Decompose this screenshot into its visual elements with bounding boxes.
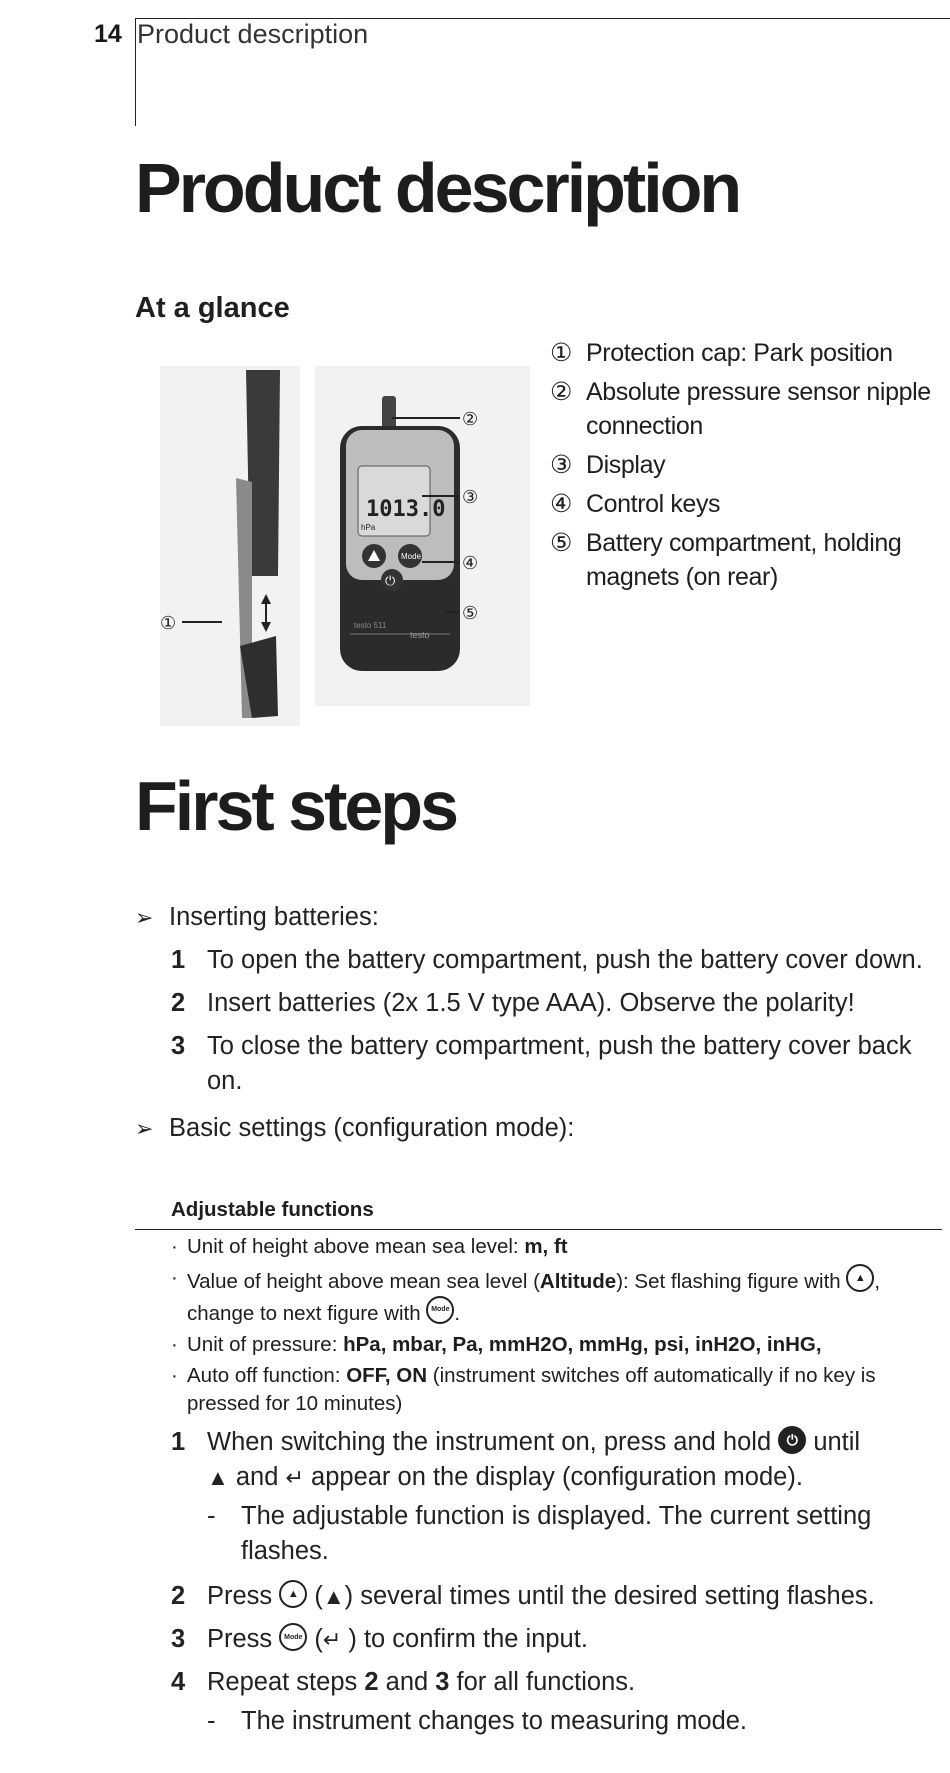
step-result <box>207 1704 935 1739</box>
step-text: for all functions. <box>449 1668 636 1696</box>
row-values: hPa, mbar, Pa, mmH2O, mmHg, psi, inH2O, inHG, <box>343 1333 822 1356</box>
legend-number: ① <box>550 339 573 367</box>
up-button-icon: ▲ <box>279 1580 307 1608</box>
step-text: ( <box>307 1582 323 1610</box>
callout-4: ④ <box>462 553 479 574</box>
row-values: OFF, ON <box>346 1364 428 1387</box>
step-text: until <box>806 1428 861 1456</box>
configuration-steps <box>135 1425 935 1739</box>
legend-number: ③ <box>550 451 573 479</box>
display-unit: hPa <box>361 523 376 532</box>
step-text: To open the battery compartment, push the battery cover down. <box>207 946 923 974</box>
bullet: · <box>171 1333 178 1356</box>
row-text: Unit of pressure: <box>187 1333 344 1356</box>
step-text: and <box>228 1463 286 1491</box>
adjustable-functions-table <box>135 1195 942 1418</box>
step-text: appear on the display (configuration mode). <box>303 1463 803 1491</box>
step-result-text: The instrument changes to measuring mode. <box>241 1707 748 1735</box>
step-result <box>207 1499 935 1569</box>
callout-2: ② <box>462 409 479 430</box>
legend-number: ⑤ <box>550 529 573 557</box>
display-reading: 1013.0 <box>366 497 446 522</box>
step-ref: 2 <box>364 1668 379 1696</box>
task-arrow-icon: ➢ <box>135 905 154 930</box>
mode-key-label: Mode <box>401 552 422 561</box>
row-text: Auto off function: <box>187 1364 347 1387</box>
section-heading-at-a-glance: At a glance <box>135 292 290 324</box>
dash: - <box>207 1707 216 1735</box>
battery-instructions <box>135 900 935 1146</box>
legend-text: Control keys <box>586 490 721 518</box>
table-header: Adjustable functions <box>171 1198 374 1221</box>
callout-3: ③ <box>462 487 479 508</box>
row-text: Value of height above mean sea level ( <box>187 1270 540 1293</box>
legend-number: ② <box>550 378 573 406</box>
step-text: Press <box>207 1625 280 1653</box>
step-number: 1 <box>171 1428 186 1456</box>
header-rule-vertical <box>135 18 136 126</box>
table-row <box>135 1331 942 1359</box>
bullet: · <box>171 1364 178 1387</box>
row-text: (instrument switches off automatically if no key is pressed for 10 minutes) <box>187 1364 876 1415</box>
legend-item <box>550 448 950 482</box>
page-number: 14 <box>94 20 122 48</box>
up-triangle-icon: ▲ <box>322 1584 345 1609</box>
dash: - <box>207 1502 216 1530</box>
legend-text: Display <box>586 451 666 479</box>
step-item <box>171 1622 935 1657</box>
legend-text: Protection cap: Park position <box>586 339 893 367</box>
step-number: 4 <box>171 1668 186 1696</box>
legend-text: Absolute pressure sensor nipple connection <box>586 378 931 440</box>
table-row <box>135 1362 942 1418</box>
step-item <box>171 1579 935 1614</box>
running-header: Product description <box>137 19 369 49</box>
step-result-text: The adjustable function is displayed. The current setting flashes. <box>241 1502 872 1565</box>
power-key-icon: ⏻ <box>385 574 396 589</box>
step-number: 2 <box>171 989 186 1017</box>
table-row <box>135 1233 942 1261</box>
row-text: ): Set flashing figure with <box>616 1270 847 1293</box>
step-text: ) to confirm the input. <box>341 1625 588 1653</box>
step-text: and <box>378 1668 436 1696</box>
product-photo <box>160 366 530 726</box>
step-item <box>171 1029 935 1099</box>
table-rule <box>135 1229 942 1230</box>
step-item <box>171 1665 935 1700</box>
mode-button-icon: Mode <box>279 1623 307 1651</box>
legend-item <box>550 487 950 521</box>
page-title: Product description <box>135 149 740 227</box>
bullet: · <box>171 1235 178 1258</box>
task-arrow-icon: ➢ <box>135 1116 154 1141</box>
step-ref: 3 <box>435 1668 450 1696</box>
step-item <box>171 1425 935 1495</box>
step-item <box>171 943 935 978</box>
step-number: 1 <box>171 946 186 974</box>
row-text: , <box>874 1270 881 1293</box>
figure-legend <box>550 336 950 599</box>
step-number: 3 <box>171 1625 186 1653</box>
row-text: . <box>454 1302 461 1325</box>
task-intro-text: Basic settings (configuration mode): <box>169 1114 575 1142</box>
legend-item <box>550 375 950 443</box>
step-number: 2 <box>171 1582 186 1610</box>
legend-item <box>550 526 950 594</box>
enter-arrow-icon: ↵ <box>285 1465 304 1490</box>
step-text: Press <box>207 1582 280 1610</box>
model-label: testo 511 <box>354 621 387 630</box>
mode-button-icon: Mode <box>426 1296 454 1324</box>
section-title-first-steps: First steps <box>135 767 456 845</box>
up-triangle-icon: ▲ <box>207 1465 229 1490</box>
task-intro-text: Inserting batteries: <box>169 903 379 931</box>
legend-item <box>550 336 950 370</box>
callout-5: ⑤ <box>462 603 479 624</box>
row-text: Unit of height above mean sea level: <box>187 1235 525 1258</box>
row-text: change to next figure with <box>187 1302 427 1325</box>
legend-text: Battery compartment, holding magnets (on rear) <box>586 529 902 591</box>
brand-label: testo <box>410 630 430 640</box>
step-number: 3 <box>171 1032 186 1060</box>
bullet: · <box>171 1266 178 1289</box>
row-keyword: Altitude <box>539 1270 617 1293</box>
task-intro <box>135 900 935 935</box>
step-text: Repeat steps <box>207 1668 365 1696</box>
up-button-icon: ▲ <box>846 1264 874 1292</box>
step-text: ( <box>307 1625 323 1653</box>
instrument <box>340 396 460 671</box>
task-intro <box>135 1111 935 1146</box>
legend-number: ④ <box>550 490 573 518</box>
step-item <box>171 986 935 1021</box>
table-row <box>135 1264 942 1328</box>
step-text: To close the battery compartment, push the battery cover back on. <box>207 1032 912 1095</box>
row-values: m, ft <box>524 1235 568 1258</box>
power-button-icon: ⏻ <box>778 1426 806 1454</box>
enter-arrow-icon: ↵ <box>322 1627 342 1652</box>
step-text: ) several times until the desired setting flashes. <box>344 1582 875 1610</box>
step-text: When switching the instrument on, press and hold <box>207 1428 779 1456</box>
step-text: Insert batteries (2x 1.5 V type AAA). Observe the polarity! <box>207 989 855 1017</box>
callout-1: ① <box>160 613 177 634</box>
